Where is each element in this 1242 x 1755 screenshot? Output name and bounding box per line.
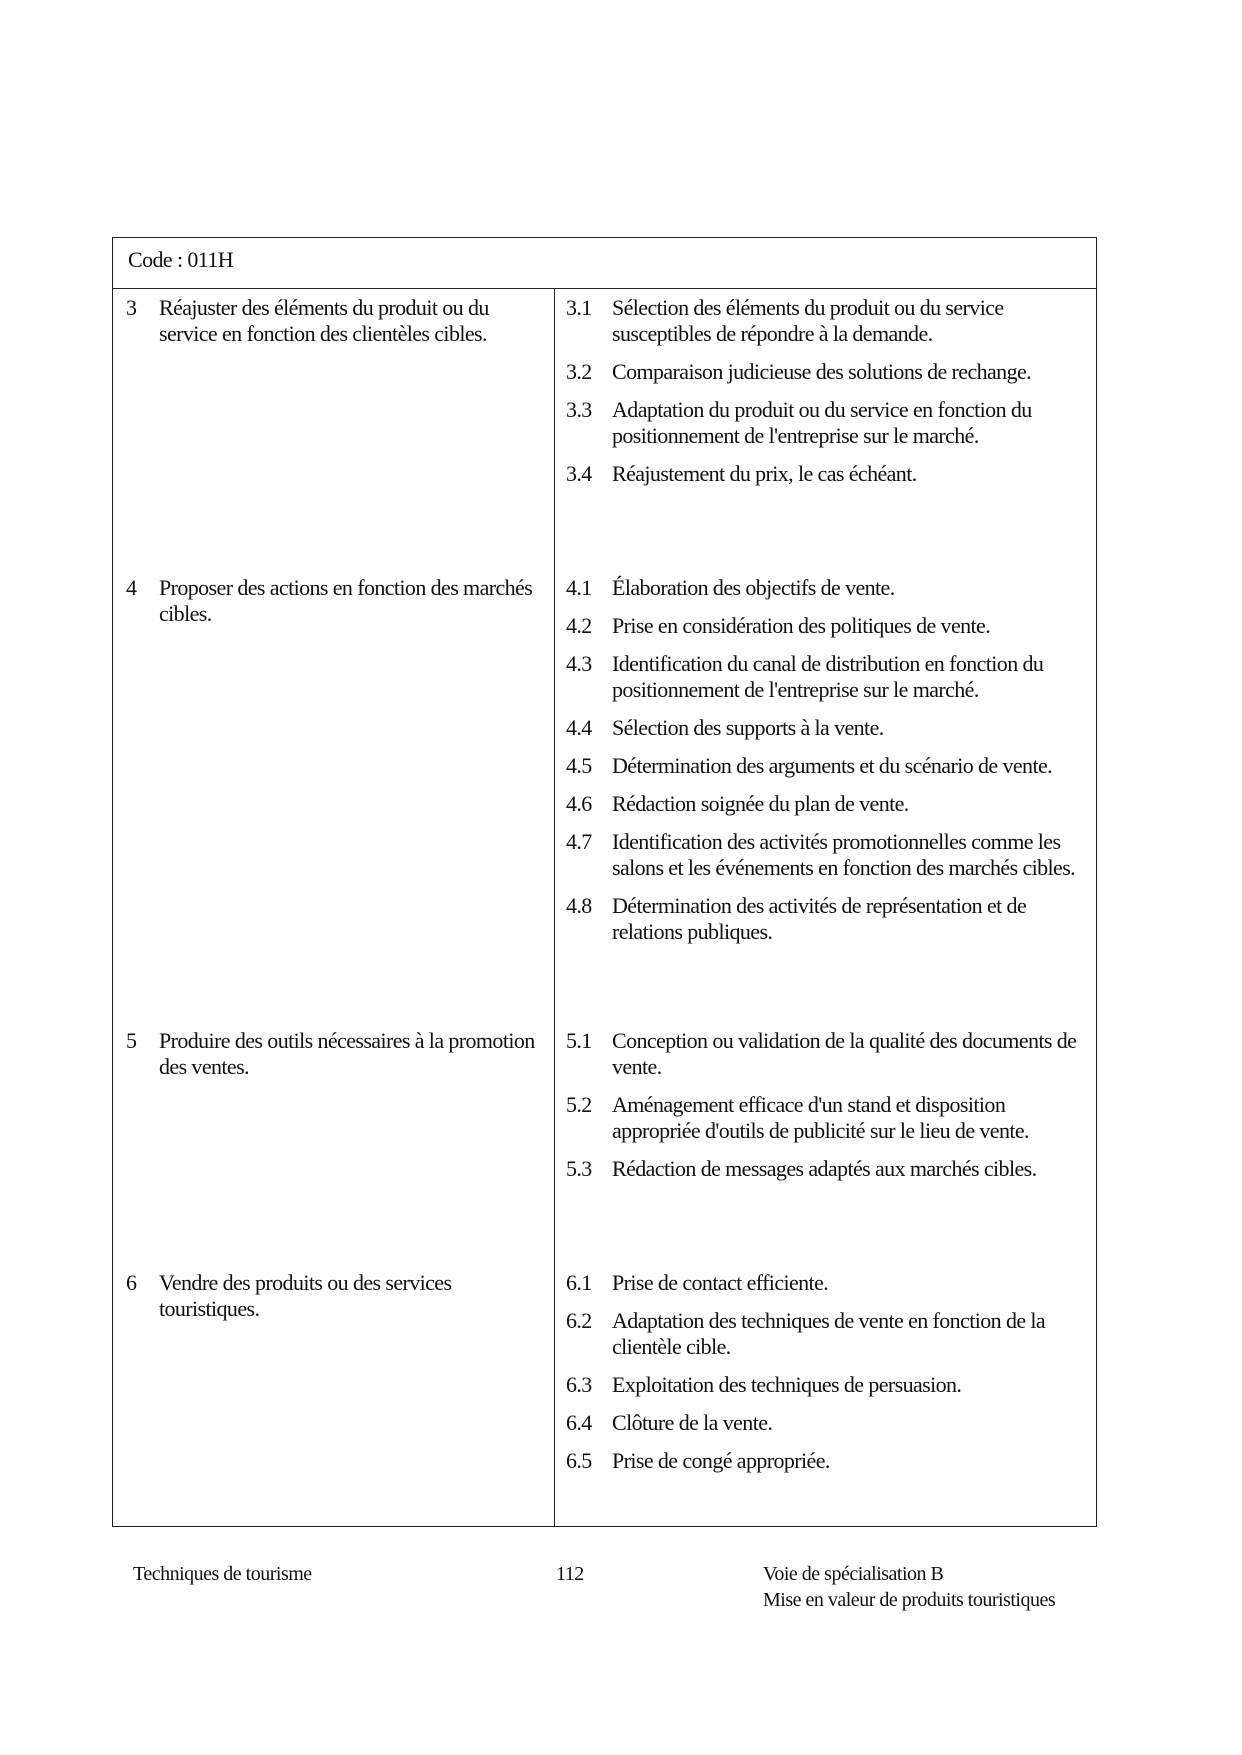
element-number: 5: [126, 1028, 137, 1053]
criterion-number: 4.8: [566, 893, 592, 918]
criterion: [566, 893, 1094, 945]
element-number: 3: [126, 295, 137, 320]
criterion: [566, 1028, 1094, 1080]
criterion-number: 5.3: [566, 1156, 592, 1181]
criterion-text: Adaptation des techniques de vente en fonction de la clientèle cible.: [612, 1308, 1046, 1359]
criterion-text: Sélection des éléments du produit ou du service susceptibles de répondre à la demande.: [612, 295, 1004, 346]
criterion: [566, 1092, 1094, 1144]
element-number: 4: [126, 575, 137, 600]
criterion-number: 4.6: [566, 791, 592, 816]
criterion: [566, 1270, 1094, 1296]
criterion: [566, 359, 1094, 385]
criterion-text: Rédaction soignée du plan de vente.: [612, 791, 909, 816]
criterion-number: 6.2: [566, 1308, 592, 1333]
footer-program: Techniques de tourisme: [133, 1563, 312, 1585]
criterion: [566, 1410, 1094, 1436]
criterion-number: 5.1: [566, 1028, 592, 1053]
criterion-text: Clôture de la vente.: [612, 1410, 773, 1435]
criterion: [566, 461, 1094, 487]
criterion-number: 5.2: [566, 1092, 592, 1117]
criterion-number: 6.1: [566, 1270, 592, 1295]
criterion: [566, 613, 1094, 639]
criterion: [566, 753, 1094, 779]
criterion: [566, 715, 1094, 741]
criterion-number: 4.7: [566, 829, 592, 854]
page-number: 112: [556, 1563, 584, 1585]
criterion-number: 4.5: [566, 753, 592, 778]
criterion-number: 4.4: [566, 715, 592, 740]
criterion: [566, 1448, 1094, 1474]
code-label: Code : 011H: [128, 247, 234, 272]
criteria-cell: [566, 1028, 1094, 1194]
criterion: [566, 295, 1094, 347]
criterion: [566, 829, 1094, 881]
code-row: [113, 238, 1096, 289]
criterion-text: Prise de congé appropriée.: [612, 1448, 830, 1473]
criterion-number: 6.5: [566, 1448, 592, 1473]
element-title: Réajuster des éléments du produit ou du service en fonction des clientèles cibles.: [159, 295, 489, 346]
element-cell: [126, 1270, 546, 1322]
criterion-text: Détermination des activités de représentation et de relations publiques.: [612, 893, 1027, 944]
criterion-text: Comparaison judicieuse des solutions de rechange.: [612, 359, 1032, 384]
criterion: [566, 1372, 1094, 1398]
criterion-text: Aménagement efficace d'un stand et disposition appropriée d'outils de publicité sur le lieu de vente.: [612, 1092, 1029, 1143]
criterion: [566, 575, 1094, 601]
element-title: Vendre des produits ou des services touristiques.: [159, 1270, 452, 1321]
criterion-text: Identification du canal de distribution en fonction du positionnement de l'entreprise sur le marché.: [612, 651, 1044, 702]
criterion-number: 4.1: [566, 575, 592, 600]
element-cell: [126, 575, 546, 627]
criteria-cell: [566, 295, 1094, 499]
criterion-text: Réajustement du prix, le cas échéant.: [612, 461, 917, 486]
criterion-text: Adaptation du produit ou du service en fonction du positionnement de l'entreprise sur le marché.: [612, 397, 1032, 448]
criterion-text: Conception ou validation de la qualité des documents de vente.: [612, 1028, 1077, 1079]
criterion-number: 6.4: [566, 1410, 592, 1435]
criterion-text: Élaboration des objectifs de vente.: [612, 575, 895, 600]
criterion-number: 3.1: [566, 295, 592, 320]
element-cell: [126, 1028, 546, 1080]
element-title: Proposer des actions en fonction des marchés cibles.: [159, 575, 533, 626]
criterion: [566, 791, 1094, 817]
footer-specialisation-line1: Voie de spécialisation B: [763, 1563, 944, 1585]
criterion-text: Sélection des supports à la vente.: [612, 715, 884, 740]
element-title: Produire des outils nécessaires à la promotion des ventes.: [159, 1028, 535, 1079]
criterion-number: 3.3: [566, 397, 592, 422]
criterion: [566, 397, 1094, 449]
criterion-text: Exploitation des techniques de persuasion.: [612, 1372, 962, 1397]
criterion-number: 4.2: [566, 613, 592, 638]
criterion: [566, 651, 1094, 703]
criterion-number: 3.4: [566, 461, 592, 486]
footer-specialisation-line2: Mise en valeur de produits touristiques: [763, 1589, 1056, 1611]
criterion-text: Prise en considération des politiques de vente.: [612, 613, 991, 638]
criterion-number: 3.2: [566, 359, 592, 384]
criterion: [566, 1308, 1094, 1360]
element-number: 6: [126, 1270, 137, 1295]
criterion-text: Rédaction de messages adaptés aux marchés cibles.: [612, 1156, 1037, 1181]
criteria-cell: [566, 575, 1094, 957]
competency-table: [112, 237, 1097, 1527]
criterion-number: 4.3: [566, 651, 592, 676]
criterion-text: Identification des activités promotionnelles comme les salons et les événements en fonction des marchés cibles.: [612, 829, 1076, 880]
criterion-number: 6.3: [566, 1372, 592, 1397]
column-divider: [554, 289, 555, 1526]
element-cell: [126, 295, 546, 347]
footer-specialisation: [763, 1561, 1055, 1613]
criterion-text: Prise de contact efficiente.: [612, 1270, 829, 1295]
criterion-text: Détermination des arguments et du scénario de vente.: [612, 753, 1053, 778]
criterion: [566, 1156, 1094, 1182]
criteria-cell: [566, 1270, 1094, 1486]
